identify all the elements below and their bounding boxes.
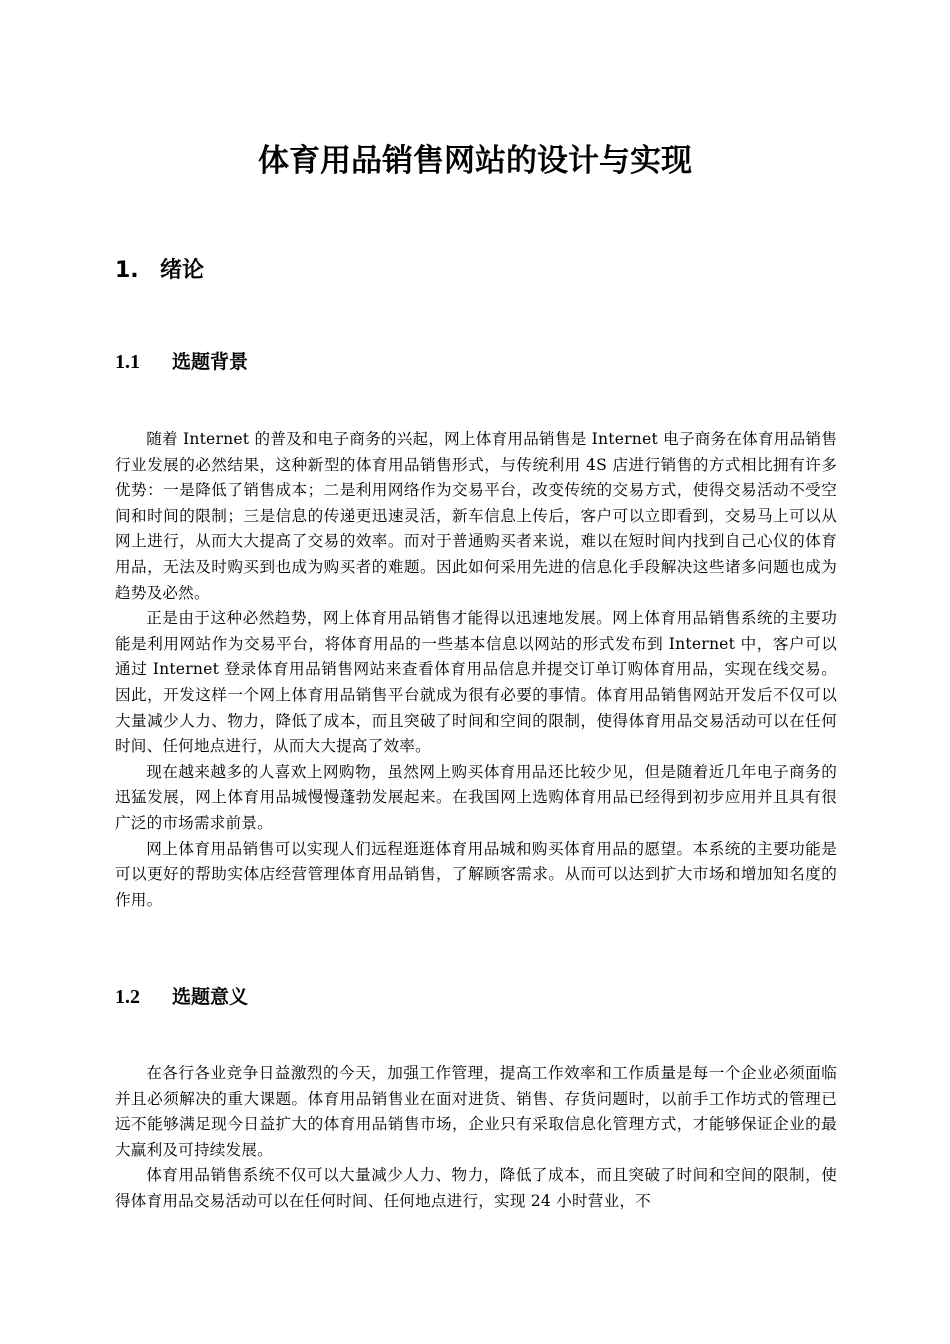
- paragraph: 体育用品销售系统不仅可以大量减少人力、物力，降低了成本，而且突破了时间和空间的限制，使得体育用品交易活动可以在任何时间、任何地点进行，实现 24 小时营业，不: [115, 1166, 837, 1210]
- section-heading-background: [115, 348, 248, 376]
- chapter-heading: [115, 255, 204, 287]
- section-number: 1.2: [115, 986, 140, 1008]
- paragraph: 现在越来越多的人喜欢上网购物，虽然网上购买体育用品还比较少见，但是随着近几年电子商务的迅猛发展，网上体育用品城慢慢蓬勃发展起来。在我国网上选购体育用品已经得到初步应用并且具有很广泛的市场需求前景。: [115, 762, 837, 832]
- section-heading-significance: [115, 983, 248, 1011]
- document-title: 体育用品销售网站的设计与实现: [258, 143, 692, 179]
- chapter-title: 绪论: [160, 258, 205, 283]
- chapter-number: 1.: [115, 258, 139, 283]
- section-body-background: [115, 427, 837, 913]
- paragraph: 网上体育用品销售可以实现人们远程逛逛体育用品城和购买体育用品的愿望。本系统的主要功能是可以更好的帮助实体店经营管理体育用品销售，了解顾客需求。从而可以达到扩大市场和增加知名度的作用。: [115, 839, 837, 909]
- section-title: 选题背景: [172, 351, 249, 373]
- section-title: 选题意义: [172, 986, 249, 1008]
- paragraph: 在各行各业竞争日益激烈的今天，加强工作管理，提高工作效率和工作质量是每一个企业必须面临并且必须解决的重大课题。体育用品销售业在面对进货、销售、存货问题时，以前手工作坊式的管理已远不能够满足现今日益扩大的体育用品销售市场，企业只有采取信息化管理方式，才能够保证企业的最大赢利及可持续发展。: [115, 1064, 837, 1159]
- section-body-significance: [115, 1061, 837, 1215]
- section-number: 1.1: [115, 351, 140, 373]
- paragraph: 正是由于这种必然趋势，网上体育用品销售才能得以迅速地发展。网上体育用品销售系统的主要功能是利用网站作为交易平台，将体育用品的一些基本信息以网站的形式发布到 Internet 中，客户可以通过 Internet 登录体育用品销售网站来查看体育用品信息并提交订单订购体育用品，实现在线交易。因此，开发这样一个网上体育用品销售平台就成为很有必要的事情。体育用品销售网站开发后不仅可以大量减少人力、物力，降低了成本，而且突破了时间和空间的限制，使得体育用品交易活动可以在任何时间、任何地点进行，从而大大提高了效率。: [115, 609, 837, 756]
- paragraph: 随着 Internet 的普及和电子商务的兴起，网上体育用品销售是 Internet 电子商务在体育用品销售行业发展的必然结果，这种新型的体育用品销售形式，与传统利用 4S 店进行销售的方式相比拥有许多优势：一是降低了销售成本；二是利用网络作为交易平台，改变传统的交易方式，使得交易活动不受空间和时间的限制；三是信息的传递更迅速灵活，新车信息上传后，客户可以立即看到，交易马上可以从网上进行，从而大大提高了交易的效率。而对于普通购买者来说，难以在短时间内找到自己心仪的体育用品，无法及时购买到也成为购买者的难题。因此如何采用先进的信息化手段解决这些诸多问题也成为趋势及必然。: [115, 430, 837, 602]
